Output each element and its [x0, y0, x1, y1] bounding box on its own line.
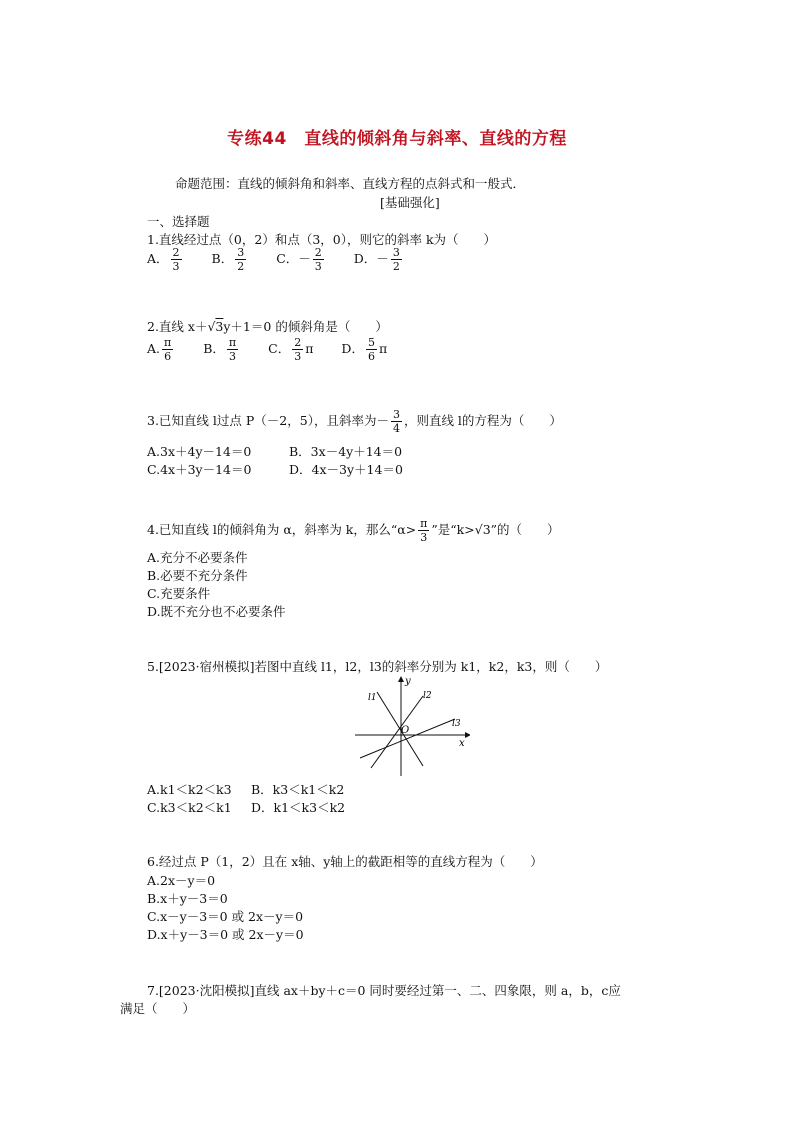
- question-4-option-d: D.既不充分也不必要条件: [147, 604, 286, 619]
- question-5-figure: [355, 676, 470, 776]
- option-c: C．－ $\frac{2}{3}$: [276, 246, 322, 273]
- option-b: B．k3＜k1＜k2: [251, 782, 345, 797]
- question-6-option-c: C.x－y－3＝0 或 2x－y＝0: [147, 909, 304, 924]
- question-6-option-b: B.x＋y－3＝0: [147, 891, 228, 906]
- option-c: C.4x＋3y－14＝0: [147, 462, 252, 477]
- question-5-options-row2: [147, 798, 369, 816]
- section-heading: 一、选择题: [147, 214, 210, 229]
- option-d: D．－ $\frac{3}{2}$: [353, 246, 400, 273]
- question-5-stem: 5.[2023·宿州模拟]若图中直线 l1，l2，l3的斜率分别为 k1，k2，k3，则（ ）: [147, 659, 608, 674]
- question-4-option-c: C.充要条件: [147, 586, 211, 601]
- x-label: x: [459, 738, 465, 749]
- y-label: y: [405, 676, 411, 687]
- question-6-option-a: A.2x－y＝0: [147, 873, 216, 888]
- question-6-stem: 6.经过点 P（1，2）且在 x轴、y轴上的截距相等的直线方程为（ ）: [147, 854, 543, 869]
- question-1-options: [147, 246, 428, 273]
- question-4-stem: 4.已知直线 l的倾斜角为 α，斜率为 k，那么“α> $\frac{\pi}{3}$ ”是“k>√3”的（ ）: [147, 517, 560, 544]
- option-a: A.3x＋4y－14＝0: [147, 444, 252, 459]
- option-a: A.k1＜k2＜k3: [147, 782, 232, 797]
- question-2-options: [147, 336, 411, 363]
- option-c: C.k3＜k2＜k1: [147, 800, 232, 815]
- section-tag: [基础强化]: [380, 195, 440, 210]
- l1-label: l1: [368, 693, 377, 703]
- question-4-option-b: B.必要不充分条件: [147, 568, 248, 583]
- question-7-line1: 7.[2023·沈阳模拟]直线 ax＋by＋c＝0 同时要经过第一、二、四象限，则 a，b，c应: [147, 983, 621, 998]
- l2-label: l2: [423, 691, 432, 701]
- question-5-options-row1: [147, 780, 368, 798]
- option-b: B． $\frac{3}{2}$: [211, 246, 245, 273]
- question-6-option-d: D.x＋y－3＝0 或 2x－y＝0: [147, 927, 304, 942]
- question-1-stem: 1.直线经过点（0，2）和点（3，0），则它的斜率 k为（ ）: [147, 232, 497, 247]
- l3-label: l3: [452, 719, 461, 729]
- option-d: D．k1＜k3＜k2: [251, 800, 346, 815]
- line-l2: [371, 696, 423, 768]
- question-3-options-row2: [147, 460, 427, 478]
- scope-text: 命题范围：直线的倾斜角和斜率、直线方程的点斜式和一般式．: [175, 176, 526, 191]
- line-l1: [377, 692, 423, 766]
- page-title: 专练44 直线的倾斜角与斜率、直线的方程: [227, 129, 567, 149]
- option-d: D．4x－3y＋14＝0: [289, 462, 403, 477]
- question-3-options-row1: [147, 442, 426, 460]
- question-2-stem: 2.直线 x＋√3y＋1＝0 的倾斜角是（ ）: [147, 319, 388, 334]
- option-a: A． $\frac{2}{3}$: [147, 246, 180, 273]
- question-3-stem: 3.已知直线 l过点 P（－2，5），且斜率为－ $\frac{3}{4}$ ，则直线 l的方程为（ ）: [147, 408, 562, 435]
- option-c: C． $\frac{2}{3}$ π: [268, 336, 314, 363]
- option-b: B． $\frac{\pi}{3}$: [203, 336, 237, 363]
- y-axis-arrow: [398, 676, 404, 682]
- option-a: A. $\frac{\pi}{6}$: [147, 336, 172, 363]
- option-d: D． $\frac{5}{6}$ π: [341, 336, 388, 363]
- question-4-option-a: A.充分不必要条件: [147, 550, 248, 565]
- question-7-line2: 满足（ ）: [120, 1001, 196, 1016]
- origin-label: O: [401, 725, 410, 736]
- option-b: B．3x－4y＋14＝0: [289, 444, 403, 459]
- x-axis-arrow: [465, 732, 470, 738]
